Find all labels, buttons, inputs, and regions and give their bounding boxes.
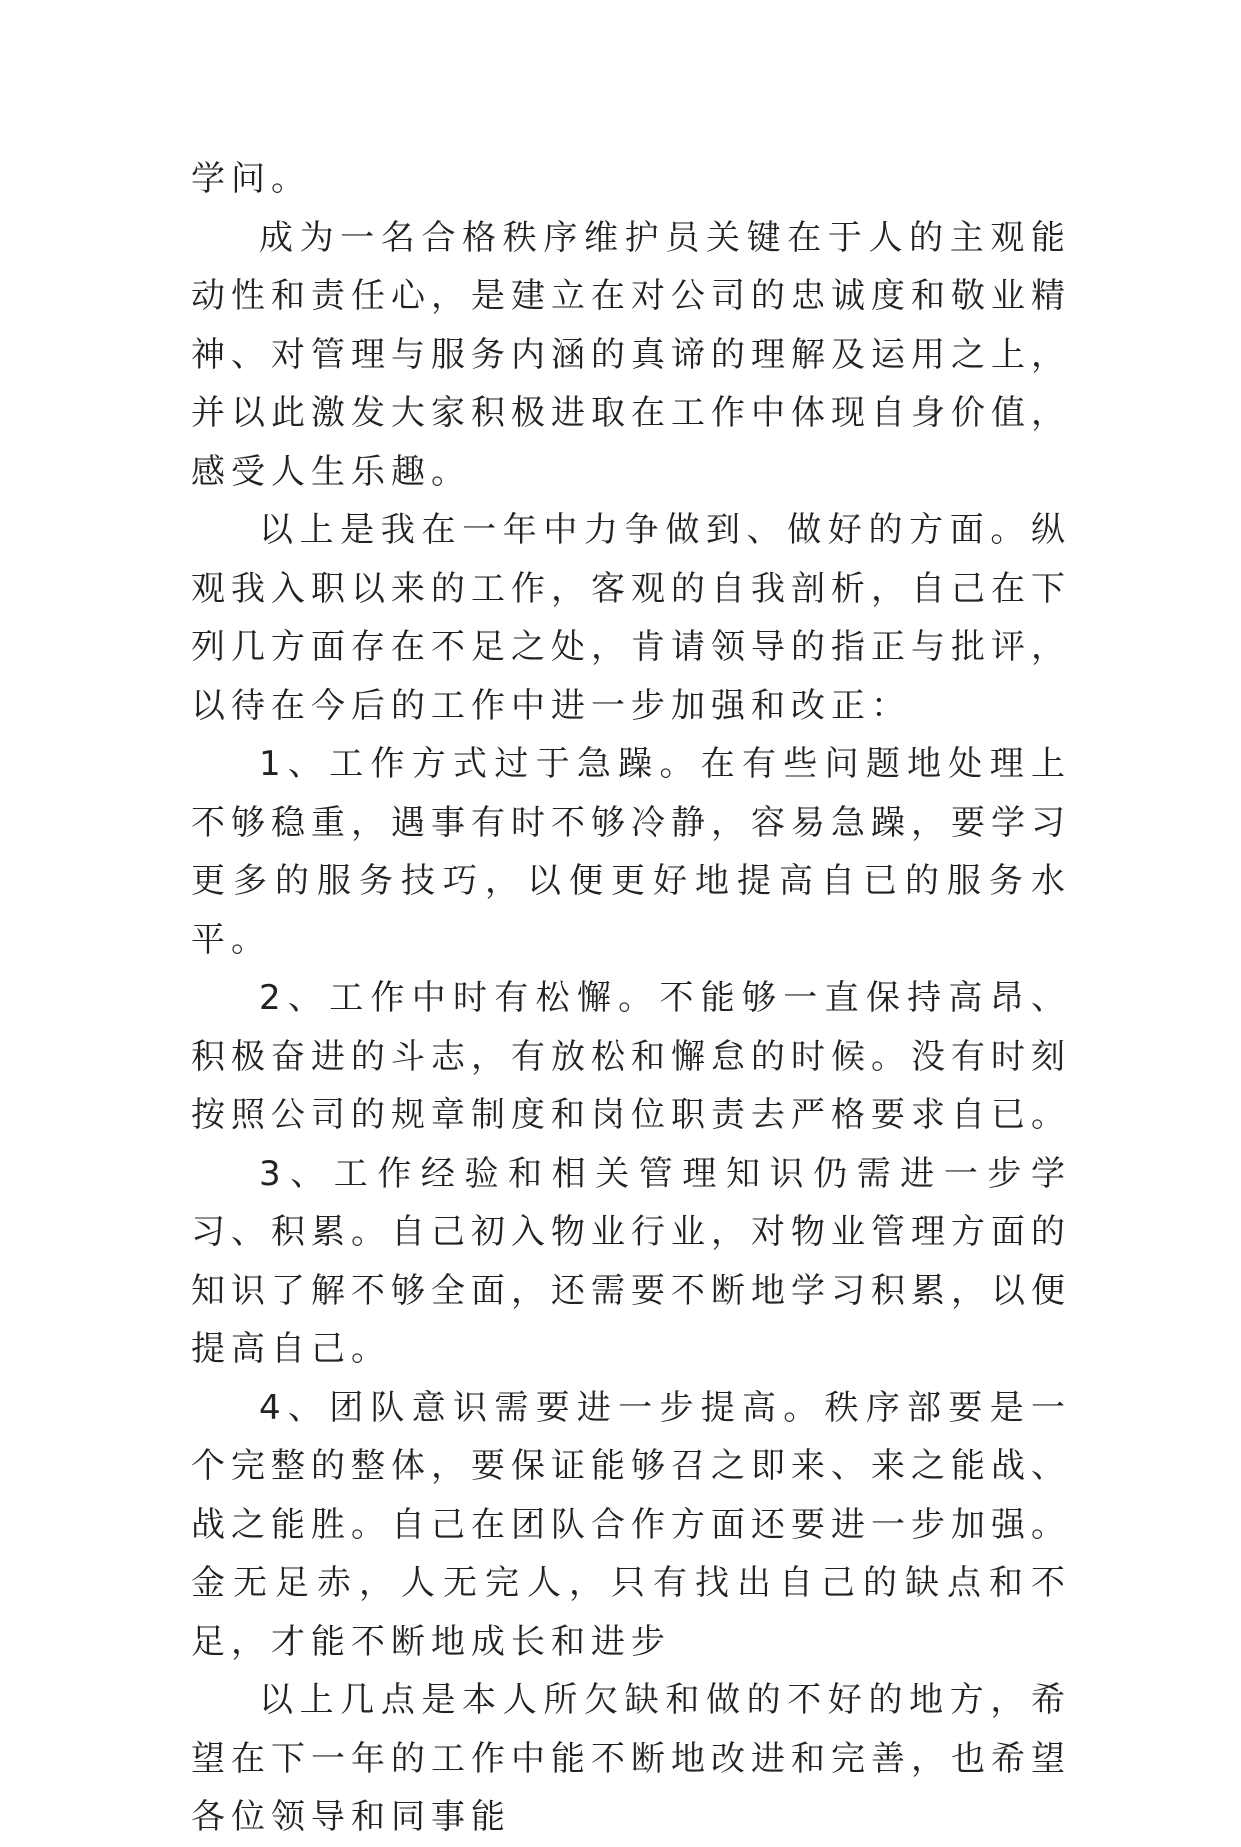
paragraph-4: 1、工作方式过于急躁。在有些问题地处理上不够稳重，遇事有时不够冷静，容易急躁，要学习更多的服务技巧，以便更好地提高自已的服务水平。 — [191, 744, 1071, 960]
paragraph-6: 3、工作经验和相关管理知识仍需进一步学习、积累。自己初入物业行业，对物业管理方面的知识了解不够全面，还需要不断地学习积累，以便提高自己。 — [191, 1153, 1071, 1369]
document-body — [191, 150, 1071, 1847]
paragraph-1: 学问。 — [191, 159, 311, 199]
paragraph-5: 2、工作中时有松懈。不能够一直保持高昂、积极奋进的斗志，有放松和懈怠的时候。没有时刻按照公司的规章制度和岗位职责去严格要求自已。 — [191, 978, 1071, 1135]
paragraph-8: 以上几点是本人所欠缺和做的不好的地方，希望在下一年的工作中能不断地改进和完善，也希望各位领导和同事能 — [191, 1680, 1071, 1837]
paragraph-2: 成为一名合格秩序维护员关键在于人的主观能动性和责任心，是建立在对公司的忠诚度和敬业精神、对管理与服务内涵的真谛的理解及运用之上，并以此激发大家积极进取在工作中体现自身价值，感受人生乐趣。 — [191, 217, 1071, 492]
paragraph-3: 以上是我在一年中力争做到、做好的方面。纵观我入职以来的工作，客观的自我剖析，自己在下列几方面存在不足之处，肯请领导的指正与批评，以待在今后的工作中进一步加强和改正： — [191, 510, 1071, 726]
paragraph-7: 4、团队意识需要进一步提高。秩序部要是一个完整的整体，要保证能够召之即来、来之能战、战之能胜。自己在团队合作方面还要进一步加强。金无足赤，人无完人，只有找出自己的缺点和不足，才能不断地成长和进步 — [191, 1387, 1071, 1662]
